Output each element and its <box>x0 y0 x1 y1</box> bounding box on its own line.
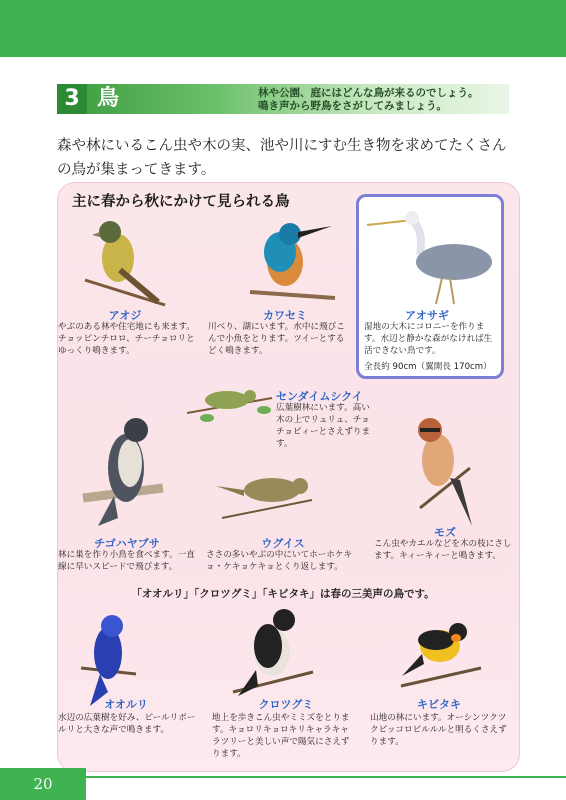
bird-name-chigohayabusa: チゴハヤブサ <box>94 537 160 550</box>
section-title: 鳥 <box>97 86 120 111</box>
bird-desc-ooruri: 水辺の広葉樹を好み、ピールリポールリと大きな声で鳴きます。 <box>58 713 196 735</box>
page-number: 20 <box>33 775 53 793</box>
section-subtitle-line1: 林や公園、庭にはどんな鳥が来るのでしょう。 <box>258 87 479 99</box>
aosagi-illustration <box>362 200 498 310</box>
bird-desc-kibitaki: 山地の林にいます。オーシンツクツクピッコロビルルルと明るくさえずります。 <box>370 713 507 747</box>
bird-name-aosagi: アオサギ <box>405 309 449 322</box>
intro-text: 森や林にいるこん虫や木の実、池や川にすむ生き物を求めてたくさんの鳥が集まってきます。 <box>57 138 507 178</box>
bird-name-kurotsugumi: クロツグミ <box>258 698 314 711</box>
bird-name-mozu: モズ <box>434 526 456 539</box>
sendaimushikui-illustration <box>182 378 277 428</box>
bird-desc-sendaimushikui: 広葉樹林にいます。高い木の上でリュリュ、チョチョビィーとさえずります。 <box>276 403 371 449</box>
bird-desc-kurotsugumi: 地上を歩きこん虫やミミズをとります。キョロリキョロキリキャラキャラツリーと美しい声で陽気にさえずります。 <box>212 713 350 759</box>
bird-desc-aoji: やぶのある林や住宅地にも来ます。チョッピンチロロ、チーチョロリとゆっくり鳴きます。 <box>58 322 195 356</box>
bottom-green-line <box>86 776 566 778</box>
kibitaki-illustration <box>396 606 486 696</box>
section-subtitle-line2: 鳴き声から野鳥をさがしてみましょう。 <box>258 100 447 112</box>
bird-desc-mozu: こん虫やカエルなどを木の枝にさします。キィーキィーと鳴きます。 <box>374 539 512 561</box>
bird-name-kibitaki: キビタキ <box>417 698 461 711</box>
ooruri-illustration <box>76 608 146 708</box>
kurotsugumi-illustration <box>228 600 318 700</box>
bird-size-aosagi: 全長約 90cm（翼開長 170cm） <box>364 362 492 372</box>
mozu-illustration <box>400 408 480 528</box>
panel-title: 主に春から秋にかけて見られる鳥 <box>72 194 290 210</box>
kawasemi-illustration <box>240 212 340 302</box>
aoji-illustration <box>80 210 170 310</box>
bird-name-ooruri: オオルリ <box>104 698 148 711</box>
section-subtitle <box>258 87 508 113</box>
bird-name-uguisu: ウグイス <box>261 537 305 550</box>
three-beautiful-voices-note: 「オオルリ」「クロツグミ」「キビタキ」は春の三美声の鳥です。 <box>131 588 435 600</box>
bird-desc-uguisu: ささの多いやぶの中にいてホーホケキョ・ケキョケキョとくり返します。 <box>206 550 353 572</box>
uguisu-illustration <box>212 460 324 525</box>
bird-name-kawasemi: カワセミ <box>263 309 307 322</box>
bird-desc-kawasemi: 川べり、湖にいます。水中に飛びこんで小魚をとります。ツイーとするどく鳴きます。 <box>208 322 345 356</box>
top-green-bar <box>0 0 566 57</box>
bird-name-aoji: アオジ <box>108 309 142 322</box>
section-number: 3 <box>57 84 87 114</box>
bird-name-sendaimushikui: センダイムシクイ <box>276 390 363 403</box>
chigohayabusa-illustration <box>78 408 168 528</box>
bird-desc-chigohayabusa: 林に巣を作り小鳥を食べます。一直線に早いスピードで飛びます。 <box>58 550 195 572</box>
bird-desc-aosagi: 湿地の大木にコロニーを作ります。水辺と静かな森がなければ生活できない鳥です。 <box>364 322 493 356</box>
